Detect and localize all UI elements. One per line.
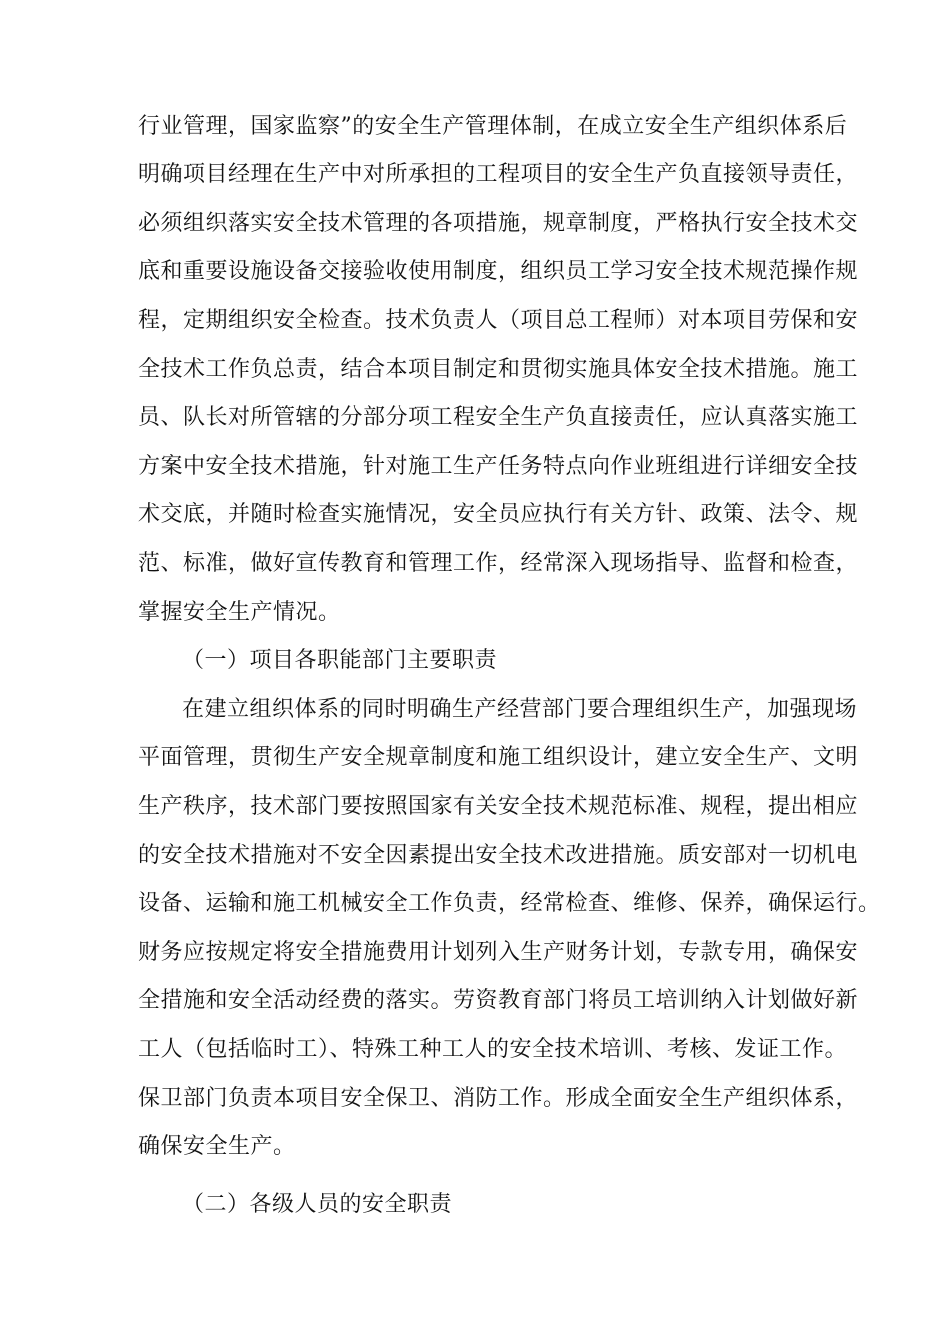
- paragraph-line: 范、标准，做好宣传教育和管理工作，经常深入现场指导、监督和检查，: [138, 551, 859, 576]
- paragraph-line: 员、队长对所管辖的分部分项工程安全生产负直接责任，应认真落实施工: [138, 405, 859, 430]
- paragraph-line: 掌握安全生产情况。: [138, 600, 341, 625]
- paragraph-line: 全技术工作负总责，结合本项目制定和贯彻实施具体安全技术措施。施工: [138, 357, 859, 382]
- paragraph-line: 在建立组织体系的同时明确生产经营部门要合理组织生产，加强现场: [182, 697, 858, 722]
- paragraph-line: 术交底，并随时检查实施情况，安全员应执行有关方针、政策、法令、规: [138, 502, 859, 527]
- paragraph-line: 设备、运输和施工机械安全工作负责，经常检查、维修、保养，确保运行。: [138, 891, 881, 916]
- paragraph-line: 程，定期组织安全检查。技术负责人（项目总工程师）对本项目劳保和安: [138, 308, 859, 333]
- section-heading: （二）各级人员的安全职责: [182, 1192, 453, 1217]
- paragraph-line: 财务应按规定将安全措施费用计划列入生产财务计划，专款专用，确保安: [138, 940, 859, 965]
- paragraph-line: 确保安全生产。: [138, 1134, 296, 1159]
- section-heading: （一）项目各职能部门主要职责: [182, 648, 498, 673]
- paragraph-line: 的安全技术措施对不安全因素提出安全技术改进措施。质安部对一切机电: [138, 843, 859, 868]
- paragraph-line: 底和重要设施设备交接验收使用制度，组织员工学习安全技术规范操作规: [138, 259, 859, 284]
- paragraph-line: 明确项目经理在生产中对所承担的工程项目的安全生产负直接领导责任，: [138, 162, 859, 187]
- paragraph-line: 平面管理，贯彻生产安全规章制度和施工组织设计，建立安全生产、文明: [138, 745, 859, 770]
- paragraph-line: 保卫部门负责本项目安全保卫、消防工作。形成全面安全生产组织体系，: [138, 1086, 859, 1111]
- paragraph-line: 必须组织落实安全技术管理的各项措施，规章制度，严格执行安全技术交: [138, 211, 859, 236]
- paragraph-line: 全措施和安全活动经费的落实。劳资教育部门将员工培训纳入计划做好新: [138, 988, 859, 1013]
- paragraph-line: 行业管理，国家监察”的安全生产管理体制，在成立安全生产组织体系后: [138, 114, 848, 139]
- paragraph-line: 工人（包括临时工）、特殊工种工人的安全技术培训、考核、发证工作。: [138, 1037, 848, 1062]
- paragraph-line: 生产秩序，技术部门要按照国家有关安全技术规范标准、规程，提出相应: [138, 794, 859, 819]
- paragraph-line: 方案中安全技术措施，针对施工生产任务特点向作业班组进行详细安全技: [138, 454, 859, 479]
